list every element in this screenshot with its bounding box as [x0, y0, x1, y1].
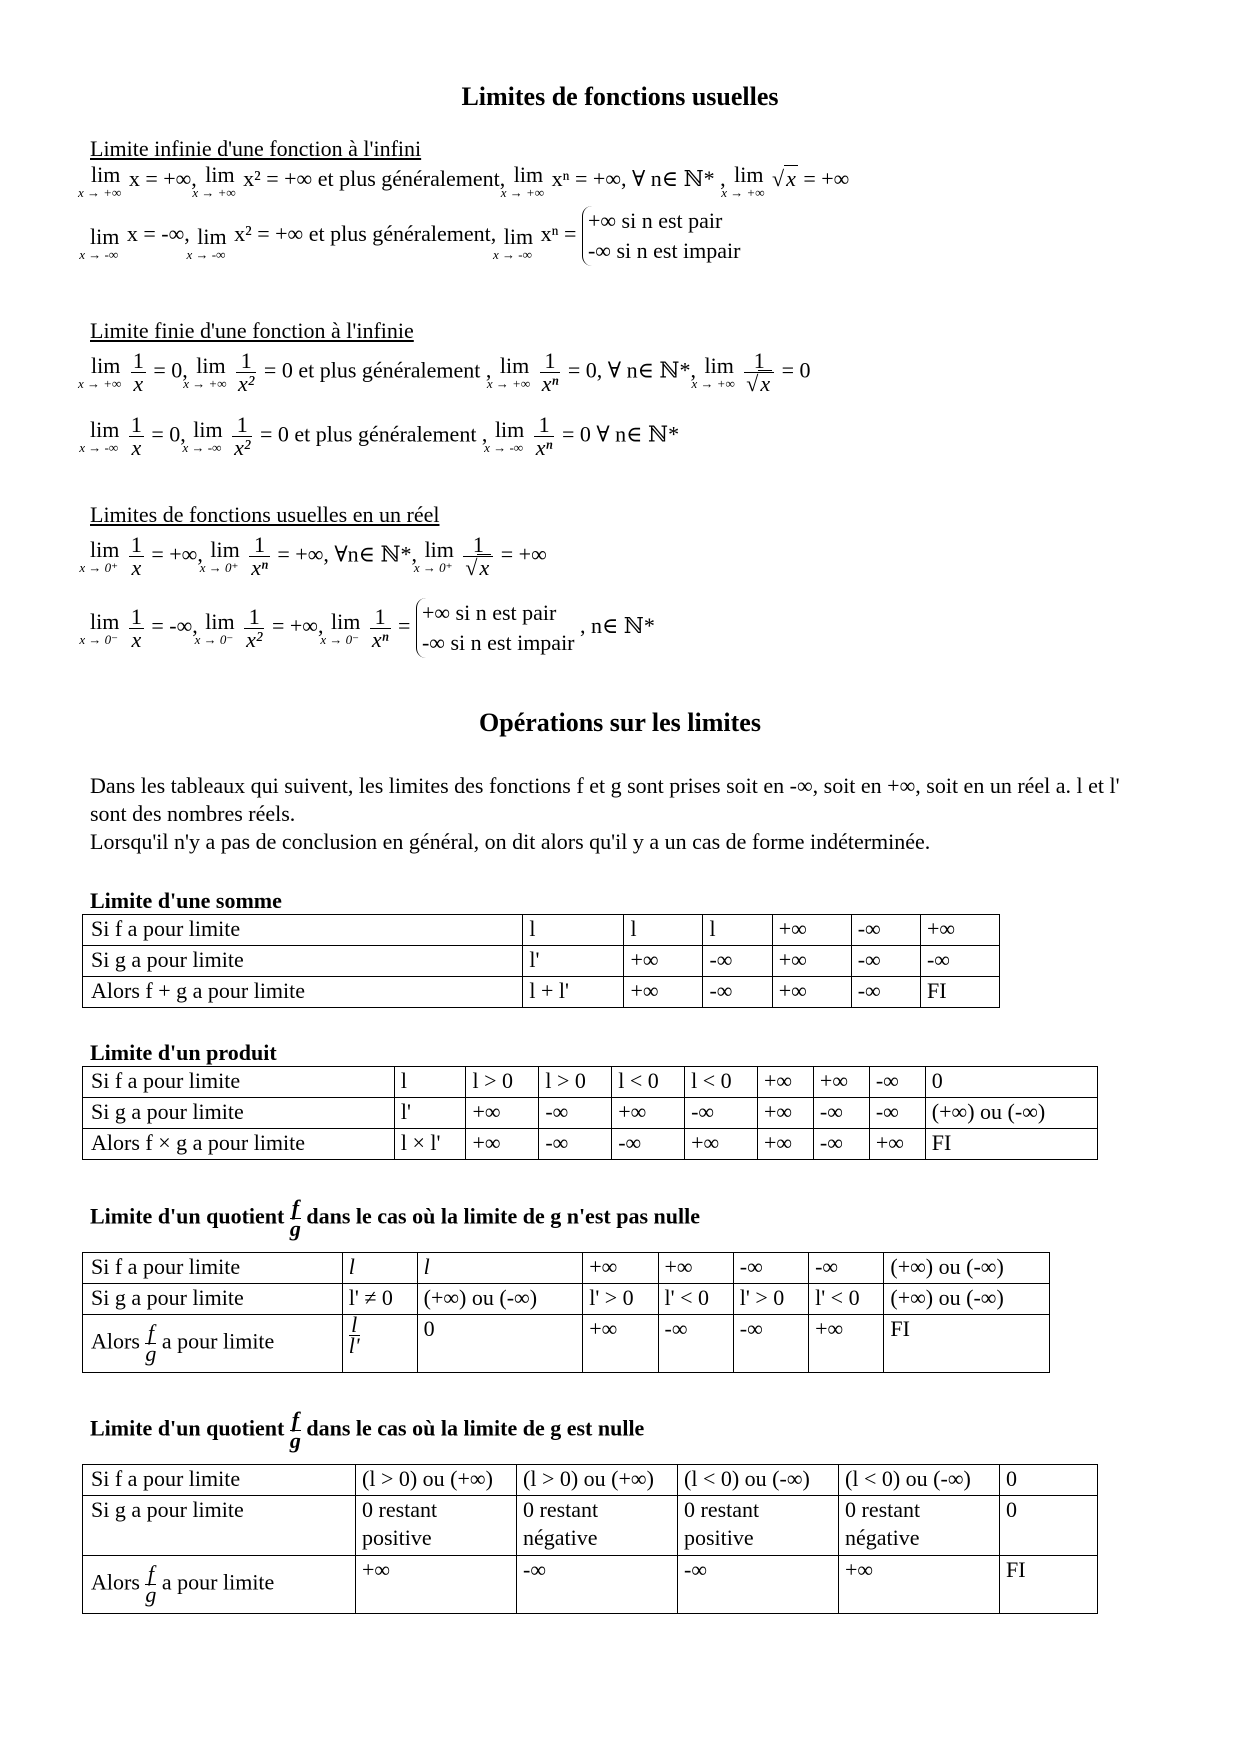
cell: -∞ — [809, 1253, 884, 1284]
section-limite-reel: Limites de fonctions usuelles en un réel — [90, 502, 440, 527]
cell: l > 0 — [539, 1067, 612, 1098]
expr: = -∞, — [151, 613, 198, 639]
fraction: $\frac{1}{x}$ — [130, 412, 142, 460]
cell: 0 restant négative — [839, 1496, 1000, 1556]
cell: +∞ — [583, 1253, 658, 1284]
table-produit — [82, 1066, 1098, 1160]
expr: x = -∞, — [126, 221, 190, 247]
cell: l + l' — [523, 977, 624, 1008]
cell: -∞ — [703, 946, 772, 977]
fraction: $\frac{1}{√x}$ — [463, 534, 493, 579]
caption-somme: Limite d'une somme — [90, 888, 282, 913]
cell: -∞ — [813, 1098, 869, 1129]
lim: lim x → +∞ — [183, 353, 227, 391]
cell: (+∞) ou (-∞) — [884, 1284, 1050, 1315]
cell: 0 — [925, 1067, 1097, 1098]
cell: (+∞) ou (-∞) — [925, 1098, 1097, 1129]
lim: lim x → +∞ — [78, 353, 122, 391]
fraction-f-over-g: $\frac{f}{g}$ — [145, 1320, 157, 1366]
cell: -∞ — [733, 1253, 808, 1284]
cell: l > 0 — [466, 1067, 539, 1098]
lim: lim x → 0⁺ — [413, 537, 454, 575]
row-header: Si f a pour limite — [83, 1067, 395, 1098]
cell: l × l' — [394, 1129, 466, 1160]
cell: -∞ — [869, 1067, 925, 1098]
cell: -∞ — [813, 1129, 869, 1160]
cell: 0 restant négative — [517, 1496, 678, 1556]
cell: -∞ — [851, 915, 920, 946]
cell: FI — [925, 1129, 1097, 1160]
cell: +∞ — [920, 915, 999, 946]
expr: = 0, — [151, 421, 186, 447]
cell: -∞ — [733, 1315, 808, 1373]
case-pair: +∞ si n est pair — [421, 600, 557, 625]
case-impair: -∞ si n est impair — [421, 630, 575, 655]
pour-limite: a pour limite — [161, 1569, 275, 1595]
alors-word: Alors — [91, 1569, 140, 1595]
case-pair: +∞ si n est pair — [587, 208, 723, 233]
lim: lim x → +∞ — [721, 162, 765, 200]
table-quotient-non-nul — [82, 1252, 1050, 1373]
cell: -∞ — [678, 1556, 839, 1614]
lim: lim x → +∞ — [192, 162, 236, 200]
cell: l — [703, 915, 772, 946]
cell-alors — [83, 1556, 356, 1614]
cell: l — [417, 1253, 583, 1284]
fraction: $\frac{1}{x}$ — [130, 532, 142, 580]
sqrt-symbol: √x — [772, 166, 796, 191]
lim: lim x → 0⁻ — [194, 608, 235, 647]
table-row — [83, 915, 1000, 946]
row-header: Si f a pour limite — [83, 915, 523, 946]
cell: Si f a pour limite — [83, 1465, 356, 1496]
expr: xⁿ = — [540, 221, 577, 247]
fraction-f-over-g: $\frac{f}{g}$ — [289, 1407, 301, 1453]
cell: 0 restant positive — [356, 1496, 517, 1556]
expr: = +∞, — [151, 541, 203, 567]
cell: +∞ — [772, 915, 851, 946]
cell: (l < 0) ou (-∞) — [839, 1465, 1000, 1496]
cell: l' ≠ 0 — [342, 1284, 417, 1315]
cell: +∞ — [809, 1315, 884, 1373]
cell: +∞ — [757, 1129, 813, 1160]
section-limite-finie: Limite finie d'une fonction à l'infinie — [90, 318, 414, 343]
cell: l' < 0 — [809, 1284, 884, 1315]
lim: lim x → 0⁻ — [79, 608, 120, 647]
cell: l < 0 — [685, 1067, 758, 1098]
cell: l' > 0 — [583, 1284, 658, 1315]
cell: l' > 0 — [733, 1284, 808, 1315]
cell: (l > 0) ou (+∞) — [517, 1465, 678, 1496]
cell: -∞ — [539, 1098, 612, 1129]
alors-word: Alors — [91, 1328, 140, 1354]
row-header: Alors f × g a pour limite — [83, 1129, 395, 1160]
cell: 0 — [1000, 1496, 1098, 1556]
cell: l' — [523, 946, 624, 977]
formula-line-3 — [78, 348, 811, 396]
lim: lim x → -∞ — [79, 223, 120, 262]
case-impair: -∞ si n est impair — [587, 238, 741, 263]
row-header: Alors f + g a pour limite — [83, 977, 523, 1008]
expr: x² = +∞ et plus généralement, — [234, 221, 497, 247]
fraction: $\frac{1}{x}$ — [130, 603, 142, 652]
cell: 0 — [417, 1315, 583, 1373]
formula-line-1 — [78, 162, 850, 200]
expr: = 0 ∀ n∈ ℕ* — [561, 421, 680, 447]
cell-alors — [83, 1315, 343, 1373]
title-operations: Opérations sur les limites — [479, 708, 761, 737]
lim: lim x → -∞ — [492, 223, 534, 262]
cell: -∞ — [703, 977, 772, 1008]
cell: +∞ — [466, 1098, 539, 1129]
expr: x = +∞, — [128, 166, 197, 191]
formula-line-6: lim x → 0⁻ $\frac{1}{x}$ = -∞, lim x → 0⁻ $\frac{1}{\text{x²}}$ = +∞, lim x → 0⁻ $\frac{1}{\text{xⁿ}}$ = +∞ si n est pair -∞ si n est impair , n∈ ℕ* — [88, 598, 655, 658]
cell: +∞ — [685, 1129, 758, 1160]
cell: +∞ — [658, 1253, 733, 1284]
expr: x² = +∞ et plus généralement, — [243, 166, 506, 191]
formula-line-4 — [79, 412, 680, 460]
caption-quotient-nul — [90, 1407, 645, 1453]
cell: FI — [884, 1315, 1050, 1373]
cell: l' — [394, 1098, 466, 1129]
cell: -∞ — [658, 1315, 733, 1373]
cell: -∞ — [920, 946, 999, 977]
lim: lim x → +∞ — [500, 162, 545, 200]
fraction-l-over-l-prime: $\frac{l}{l'}$ — [348, 1312, 360, 1358]
cell: +∞ — [466, 1129, 539, 1160]
table-quotient-nul — [82, 1464, 1098, 1614]
caption-part-a: Limite d'un quotient — [90, 1415, 285, 1441]
cell: +∞ — [624, 977, 703, 1008]
cell: +∞ — [624, 946, 703, 977]
caption-part-b: dans le cas où la limite de g est nulle — [306, 1415, 645, 1441]
cell: +∞ — [757, 1098, 813, 1129]
row-header: Si g a pour limite — [83, 946, 523, 977]
cases-brace — [416, 598, 575, 658]
cell: +∞ — [356, 1556, 517, 1614]
caption-part-b: dans le cas où la limite de g n'est pas nulle — [306, 1203, 700, 1229]
lim: lim x → +∞ — [691, 353, 735, 391]
fraction: $\frac{1}{√x}$ — [744, 350, 774, 395]
cell: 0 restant positive — [678, 1496, 839, 1556]
cell: +∞ — [869, 1129, 925, 1160]
cell: Si g a pour limite — [83, 1284, 343, 1315]
intro-paragraph: Dans les tableaux qui suivent, les limites des fonctions f et g sont prises soit en -∞, soit en +∞, soit en un réel a. l et l' sont des nombres réels. — [90, 773, 1120, 826]
caption-part-a: Limite d'un quotient — [90, 1203, 285, 1229]
fraction: $\frac{1}{\text{x²}}$ — [234, 412, 251, 460]
cell: +∞ — [757, 1067, 813, 1098]
fraction: $\frac{1}{x}$ — [132, 348, 144, 396]
fraction-f-over-g: $\frac{f}{g}$ — [289, 1195, 301, 1241]
cell: FI — [1000, 1556, 1098, 1614]
cell: +∞ — [583, 1315, 658, 1373]
caption-produit: Limite d'un produit — [90, 1040, 277, 1065]
cell: Si f a pour limite — [83, 1253, 343, 1284]
row-header: Si g a pour limite — [83, 1098, 395, 1129]
table-row — [83, 946, 1000, 977]
cell: -∞ — [851, 977, 920, 1008]
section-limite-infinie: Limite infinie d'une fonction à l'infini — [90, 136, 422, 161]
cell: (l < 0) ou (-∞) — [678, 1465, 839, 1496]
formula-line-2 — [79, 206, 741, 266]
table-row — [83, 1067, 1098, 1098]
lim: lim x → 0⁻ — [320, 608, 361, 647]
cell: +∞ — [772, 946, 851, 977]
cell: -∞ — [612, 1129, 685, 1160]
cell: +∞ — [839, 1556, 1000, 1614]
caption-quotient-non-nul — [90, 1195, 700, 1241]
expr: = 0 et plus généralement , — [259, 421, 488, 447]
table-row — [83, 977, 1000, 1008]
cell: l — [523, 915, 624, 946]
cell: +∞ — [772, 977, 851, 1008]
fraction: $\frac{1}{\text{x²}}$ — [246, 603, 263, 652]
expr: = 0, ∀ n∈ ℕ*, — [567, 357, 696, 383]
expr: = +∞ — [803, 166, 850, 191]
cell: -∞ — [869, 1098, 925, 1129]
fraction: $\frac{1}{\text{xⁿ}}$ — [251, 532, 268, 580]
pour-limite: a pour limite — [161, 1328, 275, 1354]
cell: -∞ — [685, 1098, 758, 1129]
expr: = 0 et plus généralement , — [263, 357, 492, 383]
cell: FI — [920, 977, 999, 1008]
cell: 0 — [1000, 1465, 1098, 1496]
cell: Si g a pour limite — [83, 1496, 356, 1556]
cell: -∞ — [851, 946, 920, 977]
cell: l — [394, 1067, 466, 1098]
table-row — [83, 1129, 1098, 1160]
cell: l — [342, 1253, 417, 1284]
lim: lim x → -∞ — [186, 223, 227, 262]
lim: lim x → -∞ — [484, 417, 525, 455]
cell: +∞ — [813, 1067, 869, 1098]
lim: lim x → -∞ — [182, 417, 223, 455]
cell: (+∞) ou (-∞) — [417, 1284, 583, 1315]
fraction: $\frac{1}{\text{xⁿ}}$ — [541, 348, 559, 396]
cases-brace — [582, 206, 741, 266]
expr: xⁿ = +∞, ∀ n∈ ℕ* , — [551, 166, 726, 191]
fraction: $\frac{1}{\text{xⁿ}}$ — [535, 412, 553, 460]
cell — [342, 1312, 417, 1373]
cell: -∞ — [539, 1129, 612, 1160]
lim: lim x → -∞ — [79, 417, 120, 455]
cell: l' < 0 — [658, 1284, 733, 1315]
fraction: $\frac{1}{\text{xⁿ}}$ — [371, 603, 389, 652]
expr: = +∞, ∀n∈ ℕ*, — [277, 541, 418, 567]
expr: = 0, — [153, 357, 188, 383]
lim: lim x → +∞ — [486, 353, 531, 391]
expr: = 0 — [781, 357, 811, 383]
expr: , n∈ ℕ* — [580, 613, 655, 639]
table-somme — [82, 914, 1000, 1008]
fraction: $\frac{1}{\text{x²}}$ — [238, 348, 255, 396]
lim: lim x → 0⁺ — [79, 537, 120, 575]
expr: = +∞, — [271, 613, 324, 639]
formula-line-5 — [79, 532, 547, 580]
expr: = +∞ — [500, 541, 547, 567]
lim: lim x → 0⁺ — [199, 537, 240, 575]
cell: l < 0 — [612, 1067, 685, 1098]
cell: l — [624, 915, 703, 946]
cell: +∞ — [612, 1098, 685, 1129]
table-row — [83, 1098, 1098, 1129]
title-limites-usuelles: Limites de fonctions usuelles — [461, 82, 779, 111]
cell: -∞ — [517, 1556, 678, 1614]
intro-paragraph-2: Lorsqu'il n'y a pas de conclusion en général, on dit alors qu'il y a un cas de forme indéterminée. — [90, 829, 931, 854]
cell: (l > 0) ou (+∞) — [356, 1465, 517, 1496]
cell: (+∞) ou (-∞) — [884, 1253, 1050, 1284]
fraction-f-over-g: $\frac{f}{g}$ — [145, 1561, 157, 1607]
lim: lim x → +∞ — [78, 162, 122, 200]
